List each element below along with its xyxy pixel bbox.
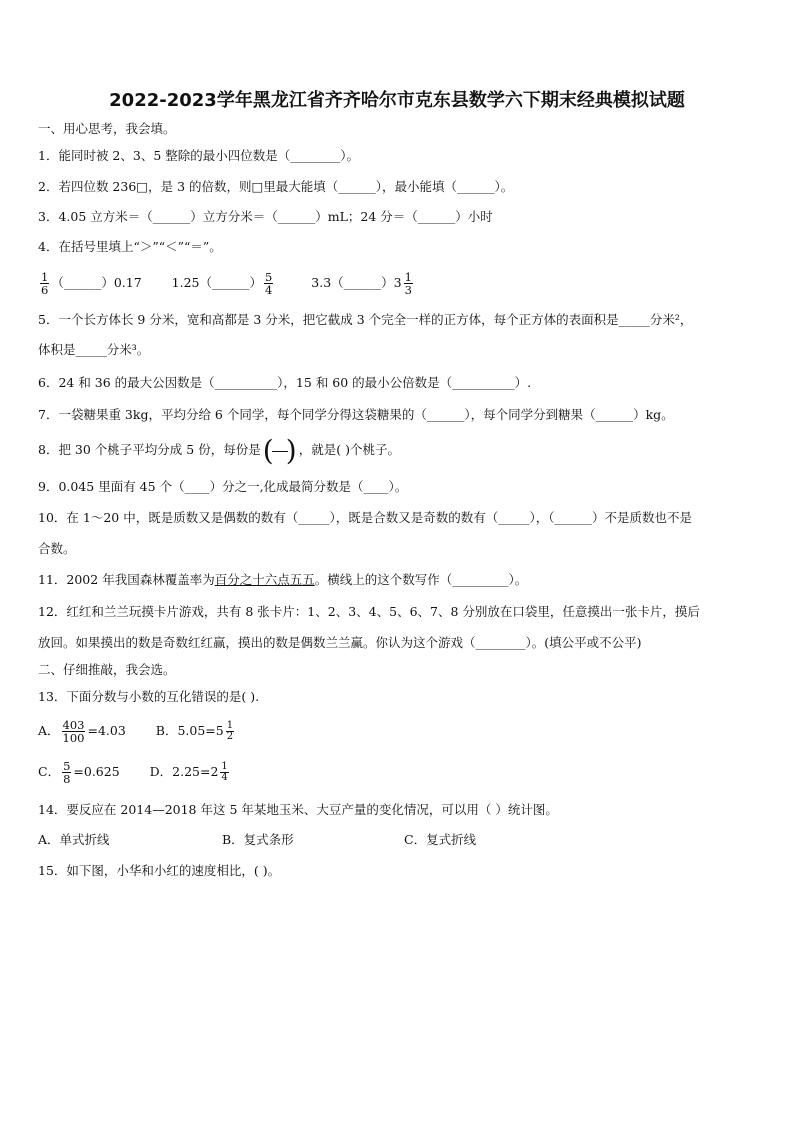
question-3: 3．4.05 立方米＝（______）立方分米＝（______）mL；24 分＝（______）小时 [38, 209, 493, 224]
question-10-line-2: 合数。 [38, 541, 76, 556]
question-11-text-2: 。横线上的这个数写作（_________）。 [314, 572, 528, 587]
option-c: C．复式折线 [404, 832, 477, 847]
question-14: 14．要反应在 2014—2018 年这 5 年某地玉米、大豆产量的变化情况，可以用（ ）统计图。 [38, 802, 558, 817]
question-2: 2．若四位数 236□，是 3 的倍数，则□里最大能填（______），最小能填（______）。 [38, 179, 514, 194]
option-a-text: =4.03 [87, 723, 126, 738]
question-13-options-ab [38, 714, 764, 748]
underlined-number: 百分之十六点五五 [214, 572, 315, 587]
question-12-line-1: 12．红红和兰兰玩摸卡片游戏，共有 8 张卡片：1、2、3、4、5、6、7、8 分别放在口袋里，任意摸出一张卡片，摸后 [38, 604, 700, 619]
fraction: $\frac{1}{3}$ [404, 269, 412, 297]
question-15: 15．如下图，小华和小红的速度相比，( )。 [38, 863, 281, 878]
question-12-line-2: 放回。如果摸出的数是奇数红红赢，摸出的数是偶数兰兰赢。你认为这个游戏（________）。(填公平或不公平) [38, 635, 642, 650]
question-6: 6．24 和 36 的最大公因数是（__________），15 和 60 的最小公倍数是（__________）. [38, 375, 532, 390]
question-13-options-cd [38, 755, 764, 789]
option-b-text: B．5.05=5 [155, 723, 224, 738]
section-heading-2: 二、仔细推敲，我会选。 [38, 662, 176, 677]
question-5-line-1: 5．一个长方体长 9 分米，宽和高都是 3 分米，把它截成 3 个完全一样的正方体，每个正方体的表面积是_____分米²， [38, 312, 693, 327]
page-title: 2022-2023学年黑龙江省齐齐哈尔市克东县数学六下期末经典模拟试题 [109, 90, 685, 111]
question-8-text: 8．把 30 个桃子平均分成 5 份，每份是 [38, 442, 261, 457]
fraction: $\frac{1}{2}$ [226, 719, 234, 742]
section-heading-1: 一、用心思考，我会填。 [38, 121, 176, 136]
compare-item-b: 1.25（______） [171, 275, 262, 290]
question-4: 4．在括号里填上“＞”“＜”“＝”。 [38, 239, 222, 254]
option-a: A．单式折线 [38, 832, 110, 847]
fraction: $\frac{5}{4}$ [264, 269, 273, 297]
option-d-text: D．2.25=2 [149, 764, 219, 779]
question-8-text-2: ，就是( )个桃子。 [298, 442, 400, 457]
fraction: $\frac{403}{100}$ [62, 717, 85, 745]
option-b: B．复式条形 [222, 832, 294, 847]
blank-fraction-box: ( ) [262, 433, 297, 467]
question-9: 9．0.045 里面有 45 个（____）分之一,化成最简分数是（____）。 [38, 479, 408, 494]
question-13: 13．下面分数与小数的互化错误的是( ). [38, 689, 260, 704]
fraction: $\frac{1}{6}$ [41, 269, 49, 297]
fraction: $\frac{5}{8}$ [63, 758, 71, 786]
compare-item-a: （______）0.17 [51, 275, 142, 290]
question-10-line-1: 10．在 1～20 中，既是质数又是偶数的数有（_____），既是合数又是奇数的数有（_____），（______）不是质数也不是 [38, 510, 692, 525]
question-11-text: 11．2002 年我国森林覆盖率为 [38, 572, 215, 587]
question-11 [38, 572, 764, 588]
compare-item-c: 3.3（______）3 [311, 275, 402, 290]
option-c-text: =0.625 [73, 764, 120, 779]
question-8 [38, 434, 764, 466]
option-a-label: A． [38, 723, 60, 738]
option-c-label: C． [38, 764, 61, 779]
question-7: 7．一袋糖果重 3kg，平均分给 6 个同学，每个同学分得这袋糖果的（______），每个同学分到糖果（______）kg。 [38, 407, 674, 422]
question-5-line-2: 体积是_____分米³。 [38, 342, 150, 357]
question-1: 1．能同时被 2、3、5 整除的最小四位数是（________）。 [38, 148, 360, 163]
question-14-options [38, 832, 764, 848]
fraction: $\frac{1}{4}$ [221, 760, 228, 783]
question-4-items [38, 266, 764, 300]
